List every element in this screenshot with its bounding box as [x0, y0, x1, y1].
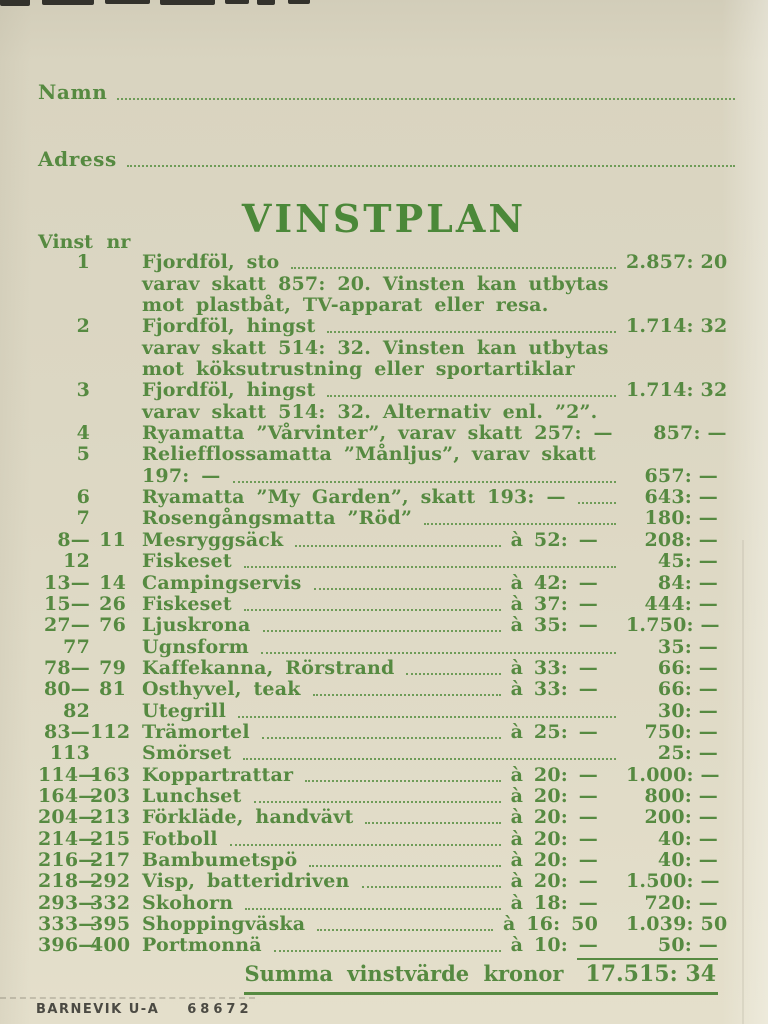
prize-description: Utegrill [142, 699, 226, 722]
prize-number-from: 8— [57, 528, 90, 551]
prize-number-from: 77 [63, 635, 90, 658]
page-title: VINSTPLAN [241, 196, 527, 241]
prize-value: 66: — [657, 656, 718, 679]
prize-number-to [90, 742, 126, 764]
name-label: Namn [38, 80, 108, 104]
prize-number-to: 203 [90, 784, 131, 807]
prize-description: varav skatt 514: 32. Vinsten kan utbytas [142, 336, 609, 359]
prize-description: Fjordföl, hingst [142, 315, 316, 338]
table-row [38, 828, 718, 849]
prize-value: 40: — [657, 848, 718, 871]
table-row [38, 700, 718, 721]
leader-dots [262, 737, 501, 739]
prize-value: 1.750: — [626, 614, 720, 637]
prize-number-cell [38, 934, 131, 957]
prize-number-to: 81 [99, 678, 126, 701]
prize-number-from: 13— [43, 571, 90, 594]
prize-number-cell [38, 700, 126, 722]
table-row [38, 658, 718, 679]
prize-number-to [90, 486, 126, 508]
prize-value: 25: — [657, 742, 718, 765]
prize-number-cell [38, 891, 131, 914]
table-row [38, 251, 728, 274]
leader-dots [291, 267, 616, 269]
prize-number-to [90, 507, 126, 529]
prize-description: Smörset [142, 742, 232, 765]
prize-description: Fjordföl, hingst [142, 379, 316, 402]
address-fill-line [127, 165, 735, 167]
table-row [38, 487, 718, 508]
prize-description: mot köksutrustning eller sportartiklar [142, 358, 575, 381]
prize-number-cell [38, 806, 131, 829]
table-row [38, 722, 718, 743]
prize-number-from: 78— [43, 656, 90, 679]
prize-number-cell [38, 572, 126, 594]
prize-number-cell [38, 720, 131, 743]
prize-number-to: 14 [99, 571, 126, 594]
prize-value: 800: — [644, 784, 718, 807]
table-row [38, 359, 718, 380]
table-row [38, 444, 718, 465]
prize-number-cell [38, 784, 131, 807]
prize-number-from: 114— [38, 763, 98, 786]
leader-dots [238, 716, 616, 718]
table-row [38, 379, 728, 402]
prize-number-cell [38, 315, 126, 337]
prize-value: 200: — [644, 806, 718, 829]
prize-value: 66: — [657, 678, 718, 701]
prize-number-cell [38, 614, 126, 636]
prize-number-cell [38, 742, 126, 764]
prize-number-cell [38, 529, 126, 551]
prize-unit-price: à 20: — [510, 806, 598, 829]
prize-description: Campingservis [142, 571, 302, 594]
prize-number-to [90, 251, 126, 273]
prize-unit-price: à 20: — [510, 763, 598, 786]
prize-number-to: 215 [90, 827, 131, 850]
prize-number-from: 5 [76, 443, 90, 466]
leader-dots [317, 929, 493, 931]
prize-number-from: 12 [63, 550, 90, 573]
prize-number-from: 6 [76, 486, 90, 509]
leader-dots [244, 609, 501, 611]
prize-number-from: 214— [38, 827, 98, 850]
leader-dots [243, 758, 616, 760]
prize-number-to [90, 422, 126, 444]
prize-unit-price: à 20: — [510, 870, 598, 893]
table-row [38, 807, 718, 828]
table-row [38, 615, 718, 636]
prize-number-cell [38, 443, 126, 465]
prize-unit-price: à 20: — [510, 827, 598, 850]
prize-unit-price: à 35: — [510, 614, 598, 637]
prize-unit-price: à 33: — [510, 678, 598, 701]
table-row [38, 337, 718, 358]
prize-value: 643: — [644, 486, 718, 509]
prize-value: 750: — [644, 720, 718, 743]
prize-value: 1.714: 32 [626, 315, 728, 338]
leader-dots [295, 545, 500, 547]
printer-code-name: BARNEVIK U-A [36, 1002, 160, 1017]
prize-number-cell [38, 507, 126, 529]
prize-number-from: 113 [49, 742, 90, 765]
leader-dots [365, 822, 500, 824]
prize-value: 657: — [644, 464, 718, 487]
prize-description: Kaffekanna, Rörstrand [142, 656, 395, 679]
prize-number-cell [38, 913, 131, 935]
prize-value: 30: — [657, 699, 718, 722]
address-label: Adress [38, 147, 117, 171]
prize-unit-price: à 25: — [510, 720, 598, 743]
leader-dots [561, 310, 616, 312]
prize-number-cell [38, 422, 126, 444]
leader-dots [587, 374, 616, 376]
prize-value: 180: — [644, 507, 718, 530]
prize-value: 208: — [644, 528, 718, 551]
prize-number-to [90, 550, 126, 572]
prize-number-from: 218— [38, 870, 98, 893]
table-row [38, 422, 727, 445]
prize-number-to: 395 [90, 913, 131, 935]
prize-number-from: 3 [76, 379, 90, 402]
prize-value: 2.857: 20 [626, 251, 728, 274]
prize-number-from: 80— [43, 678, 90, 701]
name-fill-line [117, 98, 735, 100]
leader-dots [254, 801, 501, 803]
leader-dots [263, 630, 501, 632]
prize-number-cell [38, 251, 126, 273]
prize-number-from: 216— [38, 848, 98, 871]
table-row [38, 508, 718, 529]
prize-number-column-header: Vinst nr [38, 231, 131, 253]
prize-value: 444: — [644, 592, 718, 615]
prize-unit-price: à 52: — [510, 528, 598, 551]
leader-dots [233, 481, 617, 483]
prize-number-cell [38, 486, 126, 508]
prize-table [38, 251, 728, 957]
prize-number-cell [38, 848, 131, 871]
prize-value: 720: — [644, 891, 718, 914]
prize-description: Förkläde, handvävt [142, 806, 354, 829]
table-row [38, 401, 718, 422]
prize-number-cell [38, 550, 126, 572]
table-row [38, 594, 718, 615]
leader-dots [244, 566, 616, 568]
prize-description: Koppartrattar [142, 763, 294, 786]
prize-number-to: 292 [90, 870, 131, 893]
prize-unit-price: à 20: — [510, 848, 598, 871]
prize-description: varav skatt 514: 32. Alternativ enl. ”2”. [142, 400, 598, 423]
prize-number-to: 112 [90, 720, 131, 743]
leader-dots [261, 652, 616, 654]
prize-number-to: 163 [90, 763, 131, 786]
prize-description: Portmonnä [142, 934, 262, 957]
prize-description: Rosengångsmatta ”Röd” [142, 507, 413, 530]
prize-number-from: 204— [38, 806, 98, 829]
leader-dots [362, 886, 501, 888]
prize-number-to: 11 [99, 528, 126, 551]
prize-number-cell [38, 678, 126, 700]
leader-dots [245, 908, 500, 910]
prize-value: 1.714: 32 [626, 379, 728, 402]
table-row [38, 679, 718, 700]
prize-number-from: 7 [76, 507, 90, 530]
printer-code [36, 1002, 253, 1017]
prize-description: Shoppingväska [142, 913, 306, 935]
table-row [38, 892, 718, 913]
prize-value: 1.500: — [626, 870, 720, 893]
prize-number-from: 15— [43, 592, 90, 615]
prize-number-to [90, 443, 126, 465]
total-label: Summa vinstvärde kronor [244, 961, 564, 986]
leader-dots [313, 694, 501, 696]
leader-dots [314, 588, 501, 590]
prize-value: 45: — [657, 550, 718, 573]
prize-number-from: 4 [76, 422, 90, 445]
prize-number-to [90, 315, 126, 337]
name-field [38, 80, 735, 104]
prize-number-to: 79 [99, 656, 126, 679]
table-row [38, 295, 718, 316]
table-row [38, 743, 718, 764]
leader-dots [424, 523, 616, 525]
prize-number-to: 76 [99, 614, 126, 637]
prize-number-from: 164— [38, 784, 98, 807]
leader-dots [406, 673, 500, 675]
prize-number-cell [38, 870, 131, 893]
table-row [38, 764, 718, 785]
prize-number-from: 27— [43, 614, 90, 637]
prize-number-from: 83— [43, 720, 90, 743]
prize-description: Trämortel [142, 720, 250, 743]
prize-description: Ljuskrona [142, 614, 251, 637]
scan-artifact-paper-crease [742, 540, 744, 1024]
prize-description: Osthyvel, teak [142, 678, 301, 701]
prize-number-from: 333— [38, 913, 98, 935]
prize-description: Ugnsform [142, 635, 249, 658]
prize-unit-price: à 42: — [510, 571, 598, 594]
leader-dots [327, 395, 616, 397]
prize-unit-price: à 33: — [510, 656, 598, 679]
prize-value: 857: — [653, 422, 727, 445]
prize-description: Fotboll [142, 827, 218, 850]
prize-number-from: 2 [76, 315, 90, 338]
leader-dots [327, 331, 616, 333]
prize-number-cell [38, 379, 126, 401]
prize-number-from: 82 [63, 699, 90, 722]
table-row [38, 273, 718, 294]
prize-description: 197: — [142, 464, 221, 487]
table-row [38, 850, 718, 871]
prize-description: Skohorn [142, 891, 234, 914]
table-row [38, 551, 718, 572]
printer-code-number: 68672 [187, 1002, 253, 1017]
prize-number-to [90, 636, 126, 658]
prize-value: 1.039: 50 [626, 913, 728, 935]
prize-number-cell [38, 593, 126, 615]
prize-number-to: 217 [90, 848, 131, 871]
prize-description: Ryamatta ”My Garden”, skatt 193: — [142, 486, 566, 509]
prize-description: varav skatt 857: 20. Vinsten kan utbytas [142, 272, 609, 295]
leader-dots [305, 780, 500, 782]
prize-number-from: 396— [38, 934, 98, 957]
table-row [38, 529, 718, 550]
prize-description: Fiskeset [142, 592, 232, 615]
leader-dots [309, 865, 500, 867]
prize-number-cell [38, 636, 126, 658]
prize-description: Visp, batteridriven [142, 870, 350, 893]
prize-number-to [90, 379, 126, 401]
prize-unit-price: à 18: — [510, 891, 598, 914]
address-field [38, 147, 735, 171]
prize-number-to: 26 [99, 592, 126, 615]
prize-description: Bambumetspö [142, 848, 298, 871]
prize-unit-price: à 20: — [510, 784, 598, 807]
table-row [38, 636, 718, 657]
prize-description: Mesryggsäck [142, 528, 284, 551]
prize-value: 84: — [657, 571, 718, 594]
prize-value: 1.000: — [626, 763, 720, 786]
prize-unit-price: à 37: — [510, 592, 598, 615]
prize-unit-price: à 10: — [510, 934, 598, 957]
prize-number-from: 1 [76, 251, 90, 274]
prize-number-to [90, 700, 126, 722]
total-amount: 17.515: 34 [577, 958, 718, 987]
prize-number-to: 332 [90, 891, 131, 914]
leader-dots [608, 459, 616, 461]
prize-unit-price: à 16: 50 [502, 913, 598, 935]
table-row [38, 935, 718, 956]
prize-number-to: 400 [90, 934, 131, 957]
prize-number-to: 213 [90, 806, 131, 829]
prize-number-cell [38, 763, 131, 786]
table-row [38, 572, 718, 593]
prize-value: 40: — [657, 827, 718, 850]
prize-description: Ryamatta ”Vårvinter”, varav skatt 257: — [142, 422, 613, 445]
table-row [38, 871, 718, 892]
prize-value: 35: — [657, 635, 718, 658]
prize-description: Fiskeset [142, 550, 232, 573]
prize-number-from: 293— [38, 891, 98, 914]
prize-description: mot plastbåt, TV-apparat eller resa. [142, 294, 549, 317]
scan-artifact-footer-line [0, 997, 255, 999]
prize-description: Lunchset [142, 784, 242, 807]
table-row [38, 913, 728, 935]
table-row [38, 465, 718, 486]
total-row [244, 958, 718, 995]
prize-number-cell [38, 657, 126, 679]
prize-description: Reliefflossamatta ”Månljus”, varav skatt [142, 443, 597, 466]
leader-dots [230, 844, 501, 846]
prize-description: Fjordföl, sto [142, 251, 280, 274]
prize-number-cell [38, 827, 131, 850]
table-row [38, 315, 728, 338]
leader-dots [609, 417, 616, 419]
table-row [38, 786, 718, 807]
leader-dots [578, 502, 616, 504]
leader-dots [274, 950, 501, 952]
prize-value: 50: — [657, 934, 718, 957]
